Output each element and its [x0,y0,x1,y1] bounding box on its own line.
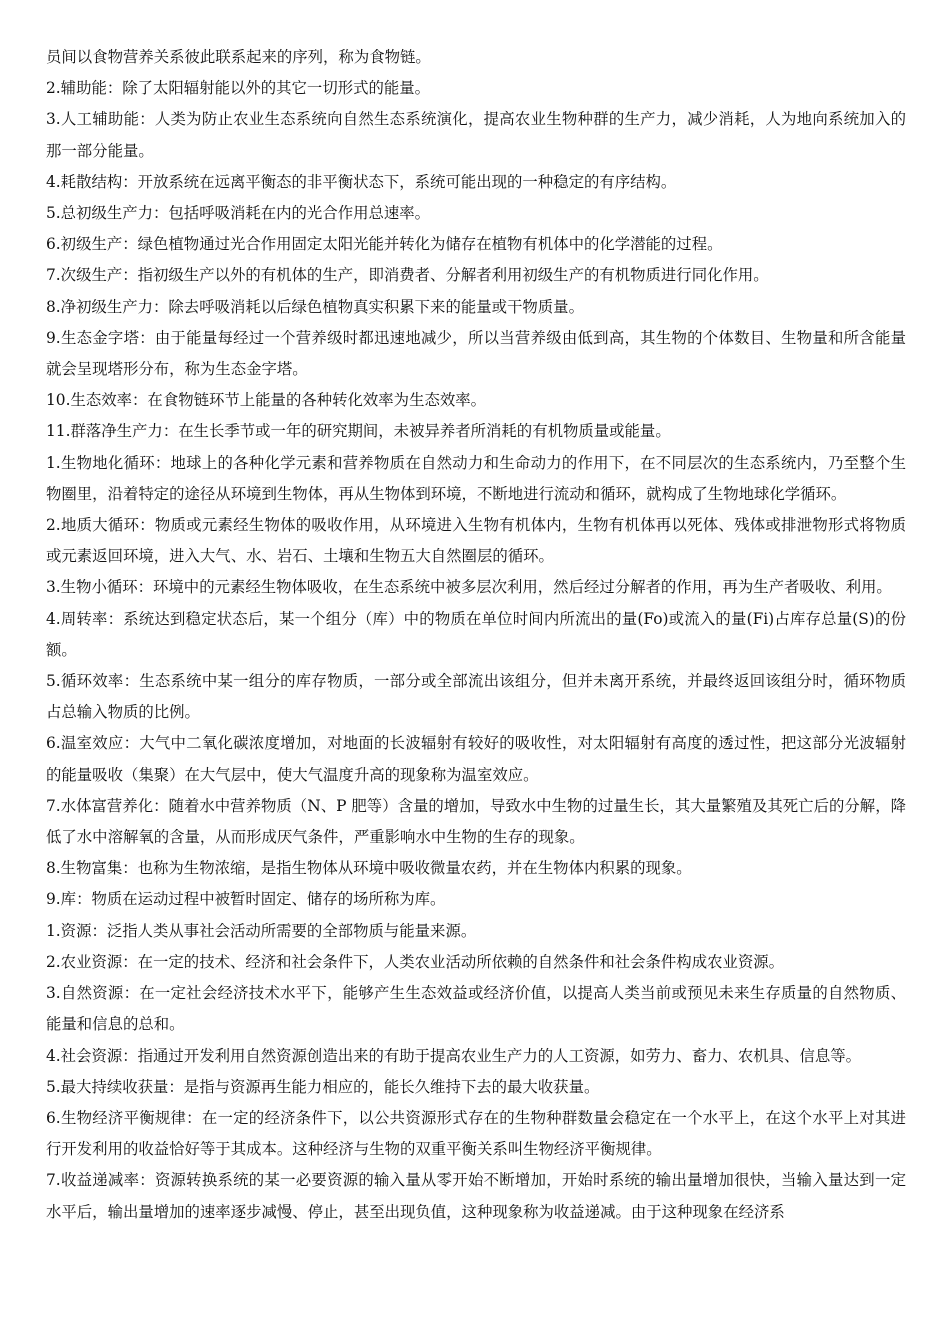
paragraph-agricultural-resources: 2.农业资源：在一定的技术、经济和社会条件下，人类农业活动所依赖的自然条件和社会条件构成农业资源。 [46,952,785,971]
paragraph-bioeconomic-equilibrium: 6.生物经济平衡规律：在一定的经济条件下，以公共资源形式存在的生物种群数量会稳定在一个水平上，在这个水平上对其进行开发利用的收益恰好等于其成本。这种经济与生物的双重平衡关系叫生物经济平衡规律。 [46,1108,906,1159]
paragraph-pool: 9.库：物质在运动过程中被暂时固定、储存的场所称为库。 [46,890,446,909]
paragraph-artificial-auxiliary-energy: 3.人工辅助能：人类为防止农业生态系统向自然生态系统演化，提高农业生物种群的生产力，减少消耗，人为地向系统加入的那一部分能量。 [46,110,906,160]
paragraph-maximum-sustainable-yield: 5.最大持续收获量：是指与资源再生能力相应的，能长久维持下去的最大收获量。 [46,1077,600,1096]
paragraph-gross-primary-productivity: 5.总初级生产力：包括呼吸消耗在内的光合作用总速率。 [46,204,431,223]
paragraph-greenhouse-effect: 6.温室效应：大气中二氧化碳浓度增加，对地面的长波辐射有较好的吸收性，对太阳辐射有高度的透过性，把这部分光波辐射的能量吸收（集聚）在大气层中，使大气温度升高的现象称为温室效应。 [46,734,906,784]
paragraph-social-resources: 4.社会资源：指通过开发利用自然资源创造出来的有助于提高农业生产力的人工资源，如劳力、畜力、农机具、信息等。 [46,1046,861,1065]
document-body [46,42,906,1228]
paragraph-community-net-productivity: 11.群落净生产力：在生长季节或一年的研究期间，未被异养者所消耗的有机物质量或能量。 [46,422,671,441]
paragraph-bioaccumulation: 8.生物富集：也称为生物浓缩，是指生物体从环境中吸收微量农药，并在生物体内积累的现象。 [46,859,692,878]
paragraph-secondary-production: 7.次级生产：指初级生产以外的有机体的生产，即消费者、分解者利用初级生产的有机物质进行同化作用。 [46,266,769,285]
paragraph-dissipative-structure: 4.耗散结构：开放系统在远离平衡态的非平衡状态下，系统可能出现的一种稳定的有序结构。 [46,172,677,191]
paragraph-ecological-pyramid: 9.生态金字塔：由于能量每经过一个营养级时都迅速地减少，所以当营养级由低到高，其生物的个体数目、生物量和所含能量就会呈现塔形分布，称为生态金字塔。 [46,328,906,379]
paragraph-auxiliary-energy: 2.辅助能：除了太阳辐射能以外的其它一切形式的能量。 [46,79,431,98]
paragraph-net-primary-productivity: 8.净初级生产力：除去呼吸消耗以后绿色植物真实积累下来的能量或干物质量。 [46,297,584,316]
paragraph-turnover-rate: 4.周转率：系统达到稳定状态后，某一个组分（库）中的物质在单位时间内所流出的量(Fo)或流入的量(Fi)占库存总量(S)的份额。 [46,609,906,659]
paragraph-biological-cycle: 3.生物小循环：环境中的元素经生物体吸收，在生态系统中被多层次利用，然后经过分解者的作用，再为生产者吸收、利用。 [46,578,892,597]
paragraph-geological-cycle: 2.地质大循环：物质或元素经生物体的吸收作用，从环境进入生物有机体内，生物有机体再以死体、残体或排泄物形式将物质或元素返回环境，进入大气、水、岩石、土壤和生物五大自然圈层的循环。 [46,516,906,566]
paragraph-cycling-efficiency: 5.循环效率：生态系统中某一组分的库存物质，一部分或全部流出该组分，但并未离开系统，并最终返回该组分时，循环物质占总输入物质的比例。 [46,672,906,722]
paragraph-resources: 1.资源：泛指人类从事社会活动所需要的全部物质与能量来源。 [46,921,477,940]
paragraph-biogeochemical-cycle: 1.生物地化循环：地球上的各种化学元素和营养物质在自然动力和生命动力的作用下，在不同层次的生态系统内，乃至整个生物圈里，沿着特定的途径从环境到生物体，再从生物体到环境，不断地进行流动和循环，就构成了生物地球化学循环。 [46,453,906,503]
paragraph-food-chain-tail: 员间以食物营养关系彼此联系起来的序列，称为食物链。 [46,48,431,66]
paragraph-diminishing-returns: 7.收益递减率：资源转换系统的某一必要资源的输入量从零开始不断增加，开始时系统的输出量增加很快，当输入量达到一定水平后，输出量增加的速率逐步减慢、停止，甚至出现负值，这种现象称为收益递减。由于这种现象在经济系 [46,1171,906,1221]
paragraph-eutrophication: 7.水体富营养化：随着水中营养物质（N、P 肥等）含量的增加，导致水中生物的过量生长，其大量繁殖及其死亡后的分解，降低了水中溶解氧的含量，从而形成厌气条件，严重影响水中生物的生存的现象。 [46,796,906,847]
paragraph-ecological-efficiency: 10.生态效率：在食物链环节上能量的各种转化效率为生态效率。 [46,391,487,410]
paragraph-primary-production: 6.初级生产：绿色植物通过光合作用固定太阳光能并转化为储存在植物有机体中的化学潜能的过程。 [46,235,723,254]
paragraph-natural-resources: 3.自然资源：在一定社会经济技术水平下，能够产生生态效益或经济价值，以提高人类当前或预见未来生存质量的自然物质、能量和信息的总和。 [46,984,906,1034]
